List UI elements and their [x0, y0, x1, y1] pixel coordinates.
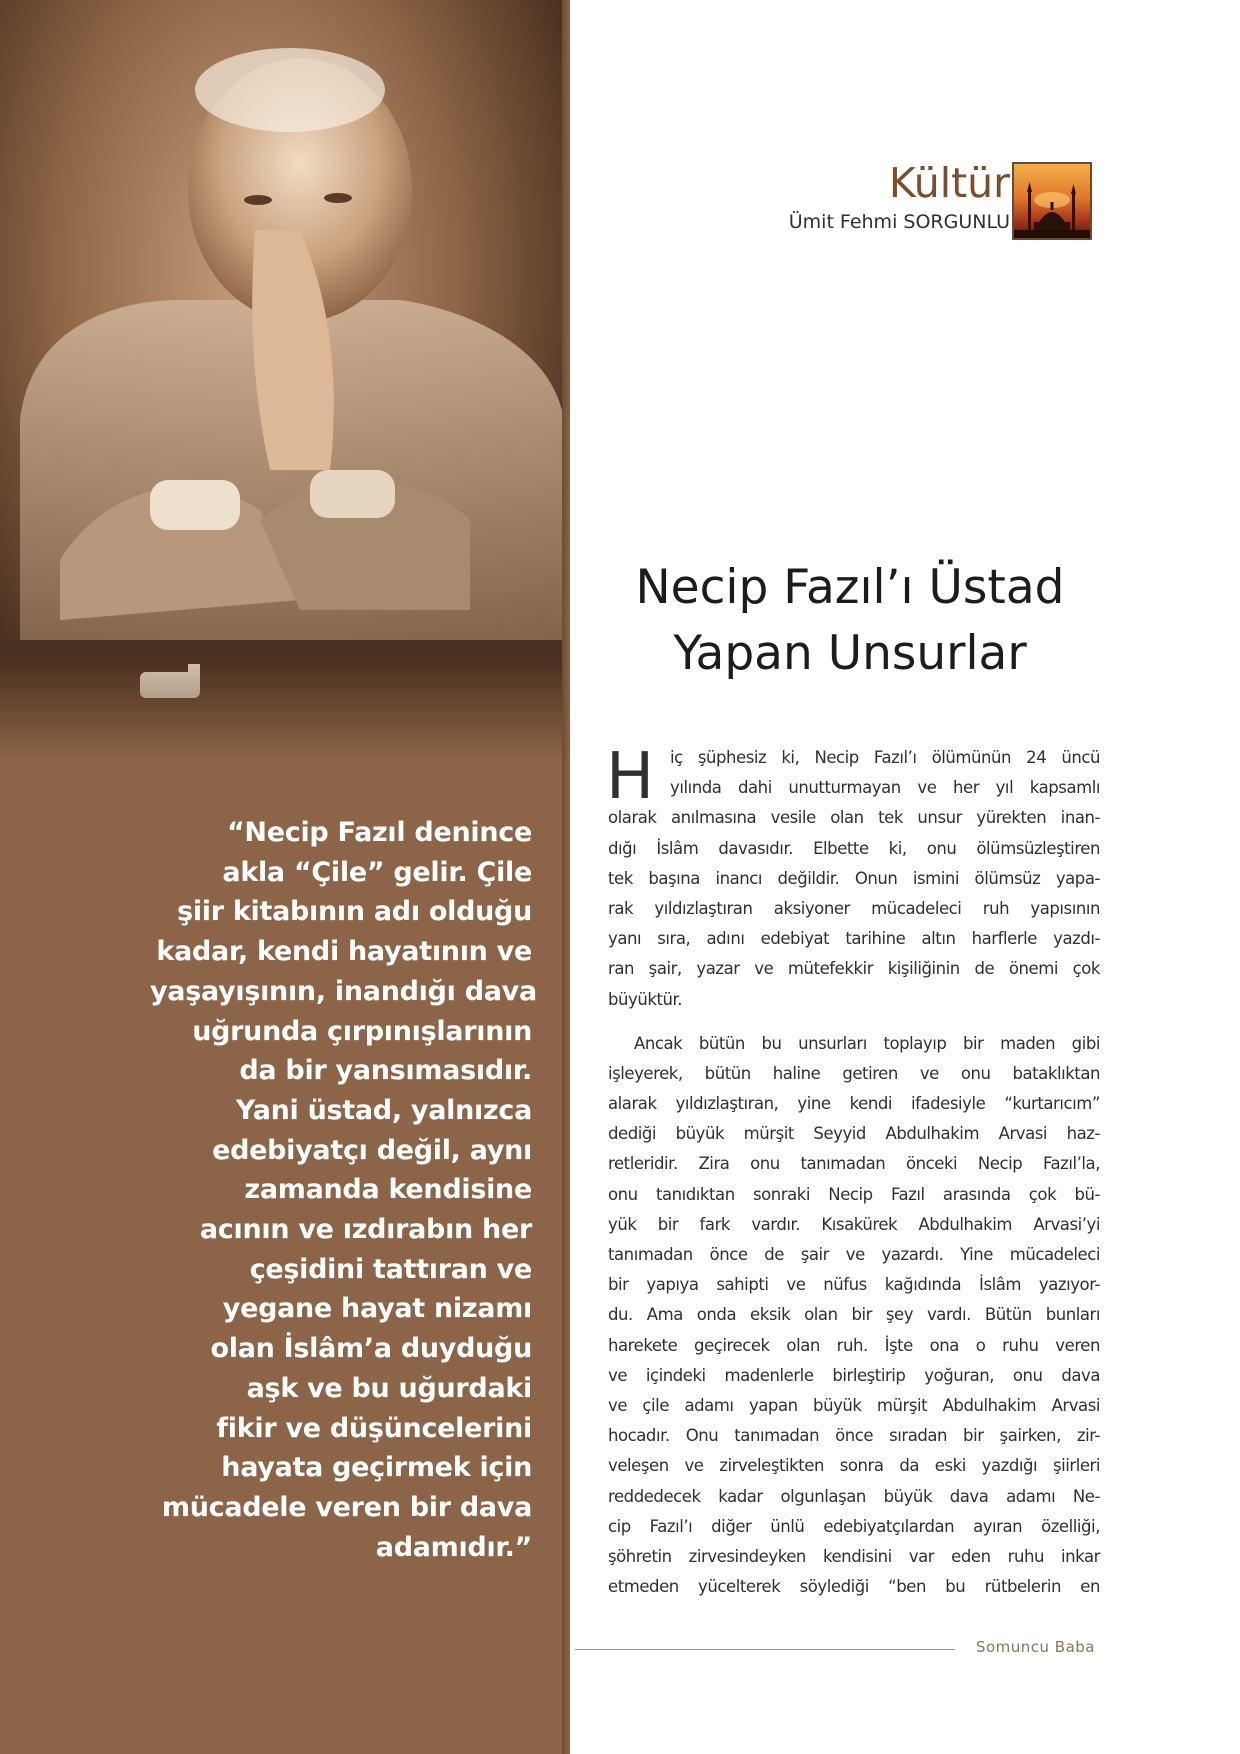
paragraph	[606, 740, 1100, 1015]
body-line: du. Ama onda eksik olan bir şey vardı. Bütün bunları	[608, 1305, 1100, 1325]
body-line: bir yapıya sahipti ve nüfus kağıdında İslâm yazıyor-	[608, 1275, 1100, 1295]
page-spine	[562, 0, 570, 1754]
body-line: reddedecek kadar olgunlaşan büyük dava adamı Ne-	[608, 1486, 1100, 1506]
quote-line: “Necip Fazıl denince	[226, 817, 532, 848]
body-line: ve çile adamı yapan büyük mürşit Abdulhakim Arvasi	[608, 1395, 1100, 1415]
article-headline	[600, 555, 1100, 687]
body-line: şöhretin zirvesindeyken kendisini var eden ruhu inkar	[608, 1546, 1100, 1566]
body-line: harekete geçirecek olan ruh. İşte ona o ruhu veren	[608, 1335, 1100, 1355]
quote-line: şiir kitabının adı olduğu	[177, 896, 532, 928]
body-line: dediği büyük mürşit Seyyid Abdulhakim Arvasi haz-	[608, 1124, 1100, 1144]
headline-line: Necip Fazıl’ı Üstad	[635, 560, 1065, 615]
drop-cap: H	[606, 740, 654, 814]
body-line: yük bir fark vardır. Kısakürek Abdulhakim Arvasi’yi	[608, 1214, 1100, 1234]
body-line: işleyerek, bütün haline getiren ve onu bataklıktan	[608, 1063, 1100, 1083]
quote-line: kadar, kendi hayatının ve	[156, 936, 532, 968]
section-title: Kültür	[888, 159, 1010, 207]
quote-line: mücadele veren bir dava	[161, 1491, 532, 1523]
body-line: etmeden yücelterek söylediği “ben bu rütbelerin en	[608, 1577, 1100, 1597]
footer-publication: Somuncu Baba	[975, 1638, 1095, 1656]
headline-line: Yapan Unsurlar	[673, 626, 1027, 681]
quote-line: zamanda kendisine	[244, 1174, 532, 1206]
body-line: cip Fazıl’ı diğer ünlü edebiyatçılardan ayıran özelliği,	[608, 1516, 1100, 1536]
body-line: ve içindeki madenlerle birleştirip yoğuran, onu dava	[608, 1365, 1100, 1385]
quote-line: da bir yansımasıdır.	[239, 1055, 532, 1087]
quote-line: acının ve ızdırabın her	[199, 1214, 532, 1246]
article-body	[606, 740, 1100, 1602]
pull-quote	[150, 813, 537, 1567]
quote-line: çeşidini tattıran ve	[249, 1253, 532, 1285]
left-panel	[0, 0, 570, 1754]
portrait-photo	[0, 0, 570, 760]
body-line: alarak yıldızlaştıran, yine kendi ifadesiyle “kurtarıcım”	[608, 1094, 1100, 1114]
body-line: tek başına inancı değildir. Onun ismini ölümsüz yapa-	[608, 868, 1100, 888]
mosque-sunset-icon	[1012, 162, 1092, 240]
footer-rule	[575, 1649, 955, 1650]
body-line: büyüktür.	[608, 989, 683, 1009]
body-line: tanımadan önce de şair ve yazardı. Yine mücadeleci	[608, 1245, 1100, 1264]
quote-line: aşk ve bu uğurdaki	[246, 1372, 532, 1404]
quote-line: yegane hayat nizamı	[222, 1293, 532, 1325]
body-line: dığı İslâm davasıdır. Elbette ki, onu ölümsüzleştiren	[608, 838, 1100, 858]
quote-line: olan İslâm’a duyduğu	[210, 1333, 532, 1365]
paragraph	[608, 1029, 1100, 1603]
body-line: veleşen ve zirveleştikten sonra da eski yazdığı şiirleri	[608, 1456, 1100, 1476]
body-line: Ancak bütün bu unsurları toplayıp bir maden gibi	[634, 1033, 1100, 1053]
quote-line: fikir ve düşüncelerini	[216, 1412, 532, 1444]
portrait-illustration	[0, 0, 570, 760]
body-line: olarak anılmasına vesile olan tek unsur yürekten inan-	[608, 808, 1100, 828]
quote-line: hayata geçirmek için	[221, 1452, 532, 1484]
quote-line: Yani üstad, yalnızca	[235, 1094, 532, 1126]
quote-line: edebiyatçı değil, aynı	[212, 1134, 532, 1166]
body-line: yanı sıra, adını edebiyat tarihine altın harflerle yazdı-	[608, 929, 1100, 949]
body-line: retleridir. Zira onu tanımadan önceki Necip Fazıl’la,	[608, 1154, 1100, 1174]
quote-line: uğrunda çırpınışlarının	[192, 1015, 532, 1047]
quote-line: akla “Çile” gelir. Çile	[222, 856, 532, 888]
body-line: yılında dahi unutturmayan ve her yıl kapsamlı	[670, 778, 1100, 798]
body-line: iç şüphesiz ki, Necip Fazıl’ı ölümünün 24 üncü	[670, 748, 1100, 767]
quote-line: yaşayışının, inandığı dava	[150, 975, 537, 1007]
body-line: onu tanıdıktan sonraki Necip Fazıl arasında çok bü-	[608, 1184, 1100, 1204]
body-line: ran şair, yazar ve mütefekkir kişiliğinin de önemi çok	[608, 959, 1100, 979]
body-line: rak yıldızlaştıran aksiyoner mücadeleci ruh yapısının	[608, 898, 1100, 918]
author-name: Ümit Fehmi SORGUNLU	[788, 211, 1010, 233]
body-line: hocadır. Onu tanımadan önce sıradan bir şairken, zir-	[608, 1426, 1100, 1446]
quote-line: adamıdır.”	[375, 1531, 532, 1563]
